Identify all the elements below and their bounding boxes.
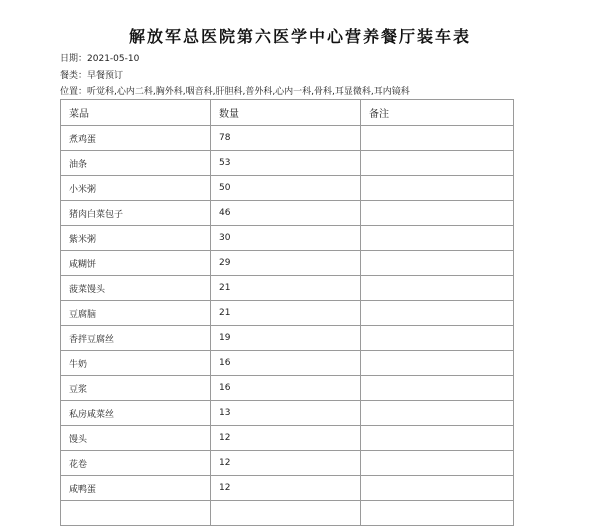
dish-cell: 紫米粥 bbox=[61, 226, 211, 251]
dish-cell bbox=[61, 501, 211, 526]
location-label: 位置： bbox=[60, 87, 88, 97]
table-row bbox=[61, 426, 514, 451]
note-cell bbox=[361, 126, 514, 151]
note-cell bbox=[361, 201, 514, 226]
dish-cell: 豆腐脑 bbox=[61, 301, 211, 326]
quantity-cell: 46 bbox=[211, 201, 361, 226]
meal-line bbox=[60, 68, 123, 81]
dish-cell: 咸鸭蛋 bbox=[61, 476, 211, 501]
quantity-cell: 21 bbox=[211, 301, 361, 326]
meal-value: 早餐预订 bbox=[87, 71, 124, 81]
note-cell bbox=[361, 251, 514, 276]
table-row bbox=[61, 176, 514, 201]
quantity-cell: 16 bbox=[211, 376, 361, 401]
quantity-cell: 29 bbox=[211, 251, 361, 276]
table-row bbox=[61, 351, 514, 376]
note-cell bbox=[361, 151, 514, 176]
table-row bbox=[61, 376, 514, 401]
quantity-cell bbox=[211, 501, 361, 526]
date-label: 日期： bbox=[60, 54, 88, 64]
table-row bbox=[61, 476, 514, 501]
dish-cell: 豆浆 bbox=[61, 376, 211, 401]
dish-cell: 小米粥 bbox=[61, 176, 211, 201]
quantity-cell: 21 bbox=[211, 276, 361, 301]
note-cell bbox=[361, 426, 514, 451]
date-line bbox=[60, 51, 139, 64]
table-row bbox=[61, 401, 514, 426]
quantity-cell: 16 bbox=[211, 351, 361, 376]
dish-cell: 私房咸菜丝 bbox=[61, 401, 211, 426]
quantity-cell: 50 bbox=[211, 176, 361, 201]
note-cell bbox=[361, 401, 514, 426]
note-cell bbox=[361, 476, 514, 501]
quantity-cell: 12 bbox=[211, 451, 361, 476]
dish-cell: 菠菜馒头 bbox=[61, 276, 211, 301]
quantity-cell: 12 bbox=[211, 476, 361, 501]
dish-cell: 咸糊饼 bbox=[61, 251, 211, 276]
table-row bbox=[61, 301, 514, 326]
quantity-cell: 53 bbox=[211, 151, 361, 176]
table-header-row bbox=[61, 100, 514, 126]
table-row bbox=[61, 501, 514, 526]
dish-cell: 牛奶 bbox=[61, 351, 211, 376]
dish-cell: 香拌豆腐丝 bbox=[61, 326, 211, 351]
date-value: 2021-05-10 bbox=[87, 54, 140, 64]
quantity-cell: 78 bbox=[211, 126, 361, 151]
quantity-cell: 30 bbox=[211, 226, 361, 251]
meal-label: 餐类： bbox=[60, 71, 88, 81]
quantity-cell: 19 bbox=[211, 326, 361, 351]
column-header-quantity: 数量 bbox=[211, 100, 361, 126]
dish-cell: 油条 bbox=[61, 151, 211, 176]
table-row bbox=[61, 201, 514, 226]
location-value: 听觉科,心内二科,胸外科,咽音科,肝胆科,普外科,心内一科,骨科,耳显微科,耳内镜科 bbox=[87, 87, 410, 97]
column-header-dish: 菜品 bbox=[61, 100, 211, 126]
note-cell bbox=[361, 301, 514, 326]
note-cell bbox=[361, 501, 514, 526]
dish-cell: 花卷 bbox=[61, 451, 211, 476]
note-cell bbox=[361, 276, 514, 301]
loading-table bbox=[60, 99, 514, 526]
dish-cell: 煮鸡蛋 bbox=[61, 126, 211, 151]
table-row bbox=[61, 151, 514, 176]
quantity-cell: 13 bbox=[211, 401, 361, 426]
note-cell bbox=[361, 326, 514, 351]
table-row bbox=[61, 451, 514, 476]
table-row bbox=[61, 276, 514, 301]
location-line bbox=[60, 84, 410, 97]
note-cell bbox=[361, 451, 514, 476]
table-row bbox=[61, 251, 514, 276]
table-row bbox=[61, 326, 514, 351]
table-row bbox=[61, 226, 514, 251]
note-cell bbox=[361, 176, 514, 201]
dish-cell: 馒头 bbox=[61, 426, 211, 451]
quantity-cell: 12 bbox=[211, 426, 361, 451]
page-title: 解放军总医院第六医学中心营养餐厅装车表 bbox=[128, 27, 471, 46]
note-cell bbox=[361, 226, 514, 251]
column-header-note: 备注 bbox=[361, 100, 514, 126]
dish-cell: 猪肉白菜包子 bbox=[61, 201, 211, 226]
table-row bbox=[61, 126, 514, 151]
note-cell bbox=[361, 376, 514, 401]
note-cell bbox=[361, 351, 514, 376]
